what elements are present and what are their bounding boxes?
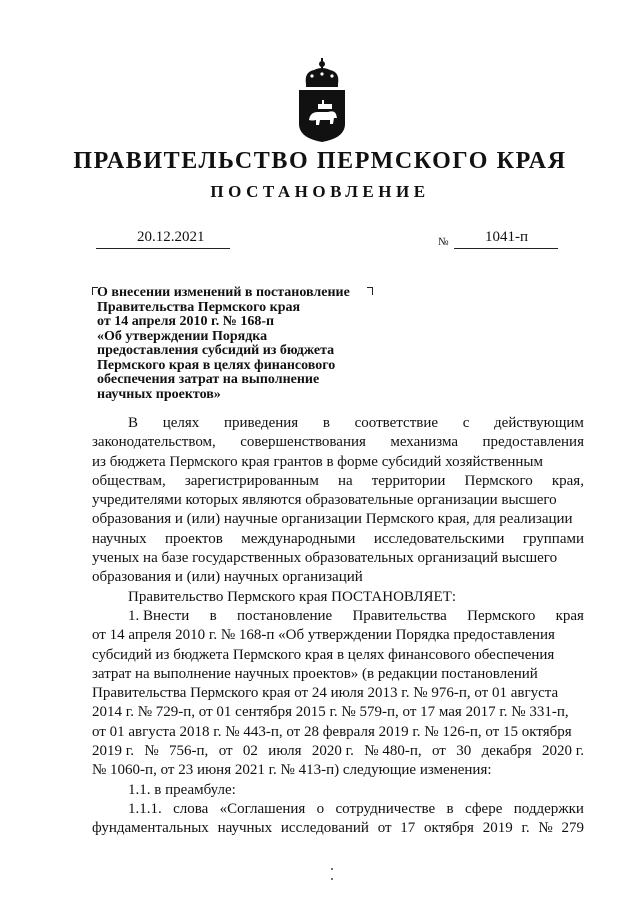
date-underline [96, 248, 230, 249]
body-line: образования и (или) научных организаций [92, 569, 363, 586]
body-word: территории [371, 472, 446, 489]
perm-krai-coat-of-arms-icon [296, 58, 348, 142]
body-line [92, 491, 584, 510]
body-word: В [128, 415, 139, 431]
body-line [92, 510, 584, 529]
body-word: в [446, 800, 454, 817]
body-word: № 480-п, [364, 743, 422, 760]
number-underline [454, 248, 558, 249]
body-word: сотрудничестве [335, 800, 436, 817]
body-word: края, [551, 472, 584, 489]
body-word: из бюджета Пермского края грантов в форме субсидий хозяйственным [92, 453, 543, 470]
body-line [92, 472, 584, 491]
body-word: 1.1.1. [128, 800, 162, 817]
subject-line: Пермского края в целях финансового [97, 357, 336, 373]
body-line: 1.1. в преамбуле: [128, 781, 236, 798]
scan-speck [331, 868, 333, 870]
body-word: группами [522, 530, 584, 547]
body-line [92, 703, 584, 722]
government-title: ПРАВИТЕЛЬСТВО ПЕРМСКОГО КРАЯ [73, 148, 567, 174]
body-word: от [431, 743, 446, 760]
body-word: 1. Внести [128, 607, 190, 624]
body-line [92, 665, 584, 684]
body-word: на [337, 472, 353, 489]
body-word: поддержки [513, 800, 584, 817]
body-word: образования и (или) научные организации Пермского края, для реализации [92, 511, 573, 528]
body-word: законодательством, [92, 434, 216, 451]
body-word: 02 [242, 743, 258, 760]
body-word: исследовательскими [373, 530, 505, 547]
body-word: № [144, 743, 159, 760]
body-word: Пермского [464, 472, 533, 489]
body-line [92, 626, 584, 645]
subject-line: «Об утверждении Порядка [97, 328, 268, 344]
body-word: края [555, 607, 584, 624]
body-word: субсидий из бюджета Пермского края в целях финансового обеспечения [92, 646, 555, 663]
body-word: декабря [481, 743, 532, 760]
body-line [92, 530, 584, 549]
body-line [92, 800, 584, 819]
body-word: соответствие [354, 415, 439, 431]
body-line [92, 819, 584, 838]
body-word: 30 [456, 743, 472, 760]
document-date: 20.12.2021 [137, 229, 205, 245]
body-word: научных [92, 530, 147, 547]
body-word: действующим [494, 415, 584, 431]
body-line [92, 433, 584, 452]
body-word: 17 [400, 820, 416, 837]
body-word: фундаментальных [92, 820, 209, 837]
body-line [92, 723, 584, 742]
body-word: целях [162, 415, 200, 431]
subject-line: Правительства Пермского края [97, 299, 301, 315]
body-line [92, 453, 584, 472]
body-line [92, 742, 584, 761]
body-word: в [209, 607, 217, 624]
body-word: исследований [280, 820, 369, 837]
body-word: от 14 апреля 2010 г. № 168-п «Об утверждении Порядка предоставления [92, 627, 555, 644]
body-word: 2014 г. № 729-п, от 01 сентября 2015 г. № 579-п, от 17 мая 2017 г. № 331-п, [92, 704, 569, 721]
body-word: «Соглашения [219, 800, 306, 817]
subject-line: предоставления субсидий из бюджета [97, 343, 335, 358]
body-line [92, 414, 584, 433]
body-word: учредителями которых являются образовательные организации высшего [92, 492, 557, 509]
subject-line: от 14 апреля 2010 г. № 168-п [97, 314, 275, 329]
body-word: Правительства Пермского края от 24 июля 2013 г. № 976-п, от 01 августа [92, 685, 559, 702]
body-word: 2019 [482, 820, 513, 837]
body-line [92, 549, 584, 568]
body-line [92, 607, 584, 626]
document-body [92, 414, 584, 839]
document-subject [97, 286, 397, 402]
body-word: июля [268, 743, 302, 760]
body-line [92, 646, 584, 665]
body-word: 2020 г. [542, 743, 584, 760]
body-word: сфере [464, 800, 503, 817]
body-word: Правительства [352, 607, 447, 624]
body-word: от [377, 820, 392, 837]
body-line: № 1060-п, от 23 июня 2021 г. № 413-п) следующие изменения: [92, 762, 492, 779]
number-sign: № [438, 236, 449, 248]
body-word: 2019 г. [92, 743, 134, 760]
body-word: от 01 августа 2018 г. № 443-п, от 28 февраля 2019 г. № 126-п, от 15 октября [92, 723, 572, 740]
body-word: зарегистрированным [184, 472, 319, 489]
document-number: 1041-п [485, 229, 529, 245]
item1-lines [92, 626, 584, 761]
body-word: в [322, 415, 330, 431]
body-word: приведения [223, 415, 299, 431]
body-word: от [218, 743, 233, 760]
body-word: 279 [561, 820, 584, 837]
body-word: совершенствования [240, 434, 366, 451]
body-word: предоставления [482, 434, 584, 451]
body-word: слова [173, 800, 209, 817]
body-word: обществам, [92, 472, 166, 489]
body-word: о [316, 800, 325, 817]
body-word: Пермского [467, 607, 536, 624]
body-word: затрат на выполнение научных проектов» (в редакции постановлений [92, 665, 538, 682]
body-word: проектов [164, 530, 223, 547]
body-word: 756-п, [169, 743, 209, 760]
scan-speck [331, 878, 333, 880]
body-line: Правительство Пермского края ПОСТАНОВЛЯЕТ: [128, 588, 457, 605]
body-word: октября [424, 820, 474, 837]
body-word: международными [241, 530, 356, 547]
body-word: № [538, 820, 553, 837]
body-word: ученых на базе государственных образовательных организаций высшего [92, 550, 558, 567]
subject-line: обеспечения затрат на выполнение [97, 372, 320, 387]
body-line [92, 684, 584, 703]
body-word: 2020 г. [311, 743, 354, 760]
body-word: научных [217, 820, 273, 837]
preamble-lines [92, 433, 584, 568]
body-word: постановление [236, 607, 333, 624]
document-type: ПОСТАНОВЛЕНИЕ [210, 182, 430, 201]
body-word: с [462, 415, 470, 431]
subject-line: О внесении изменений в постановление [97, 285, 350, 300]
subject-line: научных проектов» [97, 386, 221, 402]
body-word: г. [521, 820, 530, 837]
body-word: механизма [390, 434, 459, 451]
